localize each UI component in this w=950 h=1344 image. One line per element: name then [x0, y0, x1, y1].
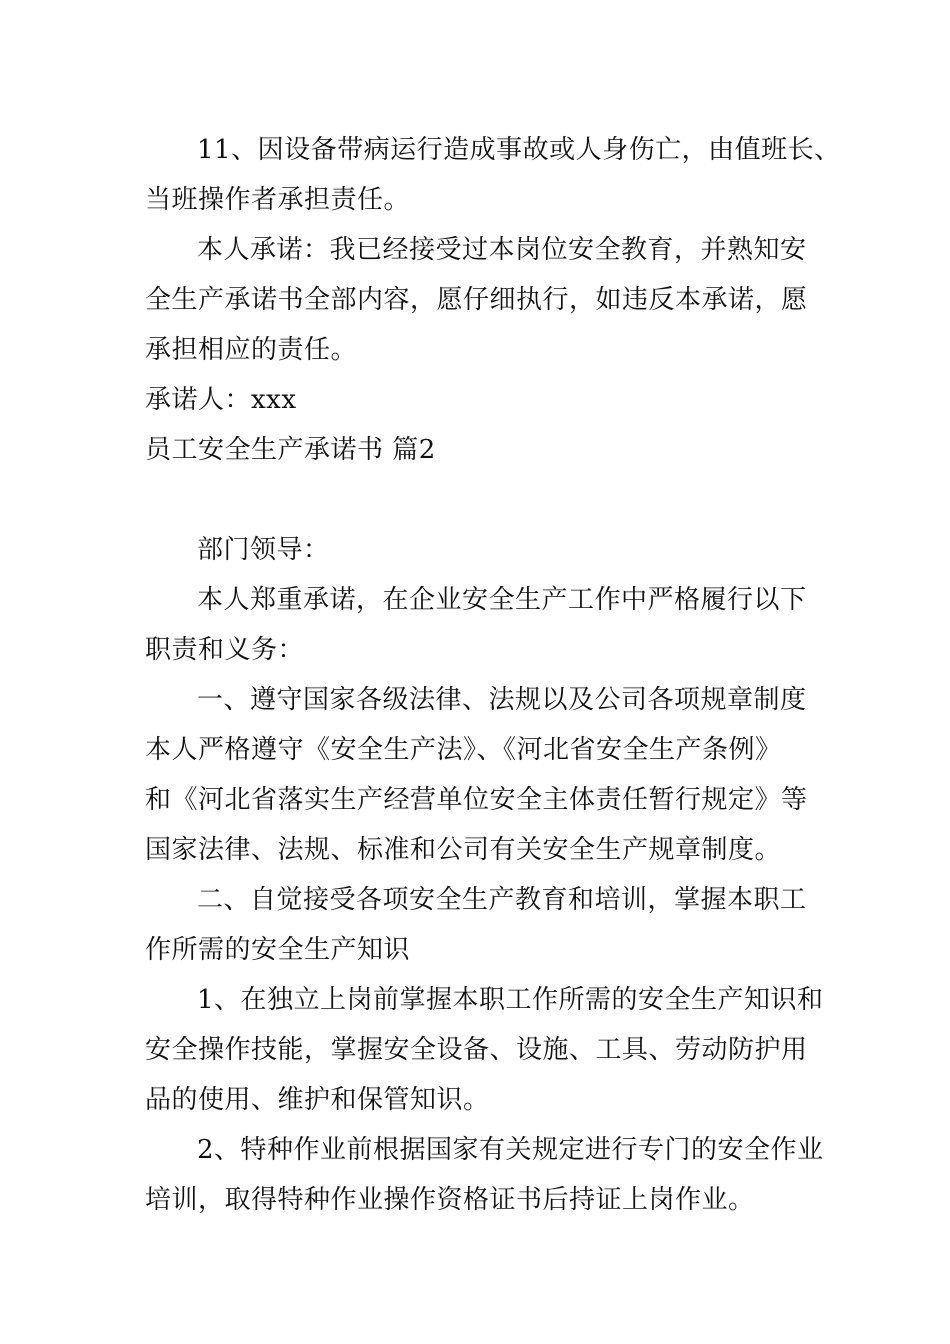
commitment-line-1: 本人承诺：我已经接受过本岗位安全教育，并熟知安	[197, 235, 807, 265]
commitment-line-3: 承担相应的责任。	[145, 335, 358, 365]
clause-11-line-2: 当班操作者承担责任。	[145, 185, 411, 215]
item-2-line-1: 二、自觉接受各项安全生产教育和培训，掌握本职工	[197, 885, 807, 915]
subitem-1-line-3: 品的使用、维护和保管知识。	[145, 1085, 490, 1115]
subitem-1-line-1: 1、在独立上岗前掌握本职工作所需的安全生产知识和	[197, 985, 824, 1015]
section-title: 员工安全生产承诺书 篇2	[145, 435, 436, 465]
clause-11-line-1: 11、因设备带病运行造成事故或人身伤亡，由值班长、	[197, 135, 841, 165]
pledge-line-1: 本人郑重承诺，在企业安全生产工作中严格履行以下	[197, 585, 807, 615]
subitem-2-line-2: 培训，取得特种作业操作资格证书后持证上岗作业。	[145, 1185, 755, 1215]
signatory-line: 承诺人：xxx	[145, 385, 297, 415]
item-1-line-4: 国家法律、法规、标准和公司有关安全生产规章制度。	[145, 835, 782, 865]
item-2-line-2: 作所需的安全生产知识	[145, 935, 411, 965]
subitem-2-line-1: 2、特种作业前根据国家有关规定进行专门的安全作业	[197, 1135, 824, 1165]
item-1-line-2: 本人严格遵守《安全生产法》、《河北省安全生产条例》	[145, 735, 782, 765]
item-1-line-3: 和《河北省落实生产经营单位安全主体责任暂行规定》等	[145, 785, 808, 815]
commitment-line-2: 全生产承诺书全部内容，愿仔细执行，如违反本承诺，愿	[145, 285, 808, 315]
pledge-line-2: 职责和义务：	[145, 635, 305, 665]
addressee-line: 部门领导：	[197, 535, 330, 565]
item-1-line-1: 一、遵守国家各级法律、法规以及公司各项规章制度	[197, 685, 807, 715]
subitem-1-line-2: 安全操作技能，掌握安全设备、设施、工具、劳动防护用	[145, 1035, 808, 1065]
